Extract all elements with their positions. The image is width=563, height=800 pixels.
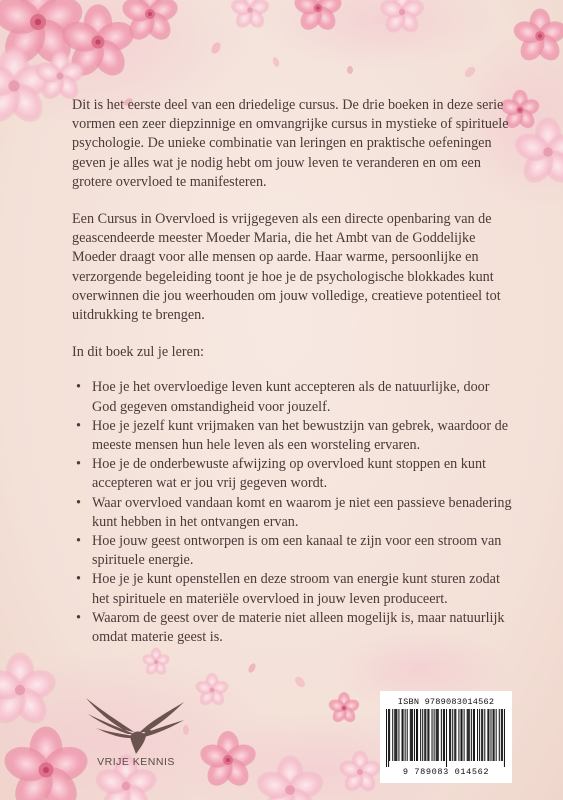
barcode-bar [411, 709, 412, 761]
barcode-bar [417, 709, 418, 761]
barcode-bar [386, 709, 387, 767]
barcode-bar [403, 709, 404, 761]
barcode-bar [449, 709, 450, 761]
barcode-bar [444, 709, 445, 761]
barcode-bar [432, 709, 433, 761]
list-item [72, 532, 514, 570]
paragraph-description: Een Cursus in Overvloed is vrijgegeven als een directe openbaring van de geascendeerde meester Moeder Maria, die het Ambt van de Goddelijke Moeder draagt voor alle mensen op aarde. Haar warme, persoonlijke en verzorgende begeleiding toont je hoe je de psychologische blokkades kunt overwinnen die jou weerhouden om jouw volledige, creatieve potentieel tot uitdrukking te brengen. [72, 211, 501, 324]
publisher-name: VRIJE KENNIS [97, 756, 175, 768]
barcode-bar [502, 709, 503, 761]
barcode-bar [471, 709, 472, 761]
list-intro: In dit boek zul je leren: [72, 344, 204, 361]
bullet-icon: • [76, 494, 81, 511]
isbn-label: ISBN 9789083014562 [397, 697, 495, 707]
barcode-bar [412, 709, 413, 761]
barcode-bar [467, 709, 468, 761]
list-item [72, 609, 514, 647]
barcode-bar [494, 709, 495, 761]
barcode-bar [484, 709, 485, 761]
barcode-bar [407, 709, 408, 761]
barcode-bar [410, 709, 411, 761]
barcode-bar [477, 709, 478, 761]
barcode-bar [427, 709, 428, 761]
barcode-bar [446, 709, 447, 767]
barcode-bar [422, 709, 423, 761]
barcode-bar [396, 709, 397, 761]
barcode-bar [490, 709, 491, 761]
barcode-bar [464, 709, 465, 761]
list-item-text: Hoe je jezelf kunt vrijmaken van het bewustzijn van gebrek, waardoor de meeste mensen hun hele leven als een worsteling ervaren. [92, 417, 509, 454]
barcode-bar [460, 709, 461, 761]
barcode-bar [493, 709, 494, 761]
barcode-bar [458, 709, 459, 761]
learning-points-list [72, 378, 514, 647]
barcode-bar [424, 709, 425, 761]
isbn-barcode [380, 691, 512, 783]
barcode-icon [386, 709, 506, 767]
barcode-bar [479, 709, 480, 761]
barcode-bar [392, 709, 393, 761]
barcode-bar [434, 709, 435, 761]
list-item-text: Hoe je het overvloedige leven kunt accepteren als de natuurlijke, door God gegeven omstandigheid voor jouzelf. [92, 379, 490, 415]
barcode-bar [499, 709, 500, 761]
barcode-bar [420, 709, 421, 761]
list-item-text: Waarom de geest over de materie niet alleen mogelijk is, maar natuurlijk omdat materie geest is. [92, 609, 505, 646]
barcode-bar [441, 709, 442, 761]
eagle-icon [76, 692, 196, 756]
barcode-bar [402, 709, 403, 761]
bullet-icon: • [76, 533, 81, 550]
barcode-bar [487, 709, 488, 761]
barcode-bar [482, 709, 483, 761]
barcode-bar [488, 709, 489, 761]
barcode-bar [504, 709, 505, 767]
barcode-bar [416, 709, 417, 761]
barcode-bar [468, 709, 469, 761]
publisher-logo [76, 692, 196, 776]
list-item-text: Waar overvloed vandaan komt en waarom je niet een passieve benadering kunt hebben in het ontvangen ervan. [92, 494, 512, 530]
barcode-bar [388, 709, 389, 767]
bullet-icon: • [76, 417, 81, 434]
barcode-bar [462, 709, 463, 761]
barcode-bar [428, 709, 429, 761]
list-item [72, 378, 514, 416]
bullet-icon: • [76, 379, 81, 396]
list-item [72, 455, 514, 493]
barcode-bar [452, 709, 453, 761]
barcode-bar [437, 709, 438, 761]
barcode-bar [389, 709, 390, 761]
list-item [72, 570, 514, 608]
barcode-bar [438, 709, 439, 761]
barcode-bar [469, 709, 470, 761]
barcode-bar [455, 709, 456, 761]
barcode-digits: 9 789083 014562 [402, 767, 490, 777]
barcode-bar [450, 709, 451, 761]
bullet-icon: • [76, 571, 81, 588]
list-item-text: Hoe je je kunt openstellen en deze stroom van energie kunt sturen zodat het spirituele en materiële overvloed in jouw leven produceert. [92, 571, 500, 607]
barcode-bar [454, 709, 455, 761]
barcode-bar [414, 709, 415, 761]
barcode-bar [474, 709, 475, 761]
list-item [72, 494, 514, 532]
barcode-bar [405, 709, 406, 761]
barcode-bar [395, 709, 396, 761]
list-item-text: Hoe jouw geest ontworpen is om een kanaal te zijn voor een stroom van spirituele energie. [92, 533, 502, 569]
list-item [72, 417, 514, 455]
list-item-text: Hoe je de onderbewuste afwijzing op overvloed kunt stoppen en kunt accepteren wat er jou vrij gegeven wordt. [92, 456, 486, 492]
barcode-bar [394, 709, 395, 761]
barcode-bar [398, 709, 399, 761]
barcode-bar [481, 709, 482, 761]
bullet-icon: • [76, 456, 81, 473]
bullet-icon: • [76, 609, 81, 626]
paragraph-intro: Dit is het eerste deel van een driedelige cursus. De drie boeken in deze serie vormen een zeer diepzinnige en omvangrijke cursus in mystieke of spirituele psychologie. De unieke combinatie van leringen en praktische oefeningen geven je alles wat je nodig hebt om jouw leven te veranderen en om een grotere overvloed te manifesteren. [72, 97, 509, 190]
barcode-bar [501, 709, 502, 761]
barcode-bar [436, 709, 437, 761]
barcode-bar [496, 709, 497, 761]
back-cover-text [72, 96, 514, 647]
barcode-bar [473, 709, 474, 761]
barcode-bar [425, 709, 426, 761]
barcode-bar [443, 709, 444, 761]
